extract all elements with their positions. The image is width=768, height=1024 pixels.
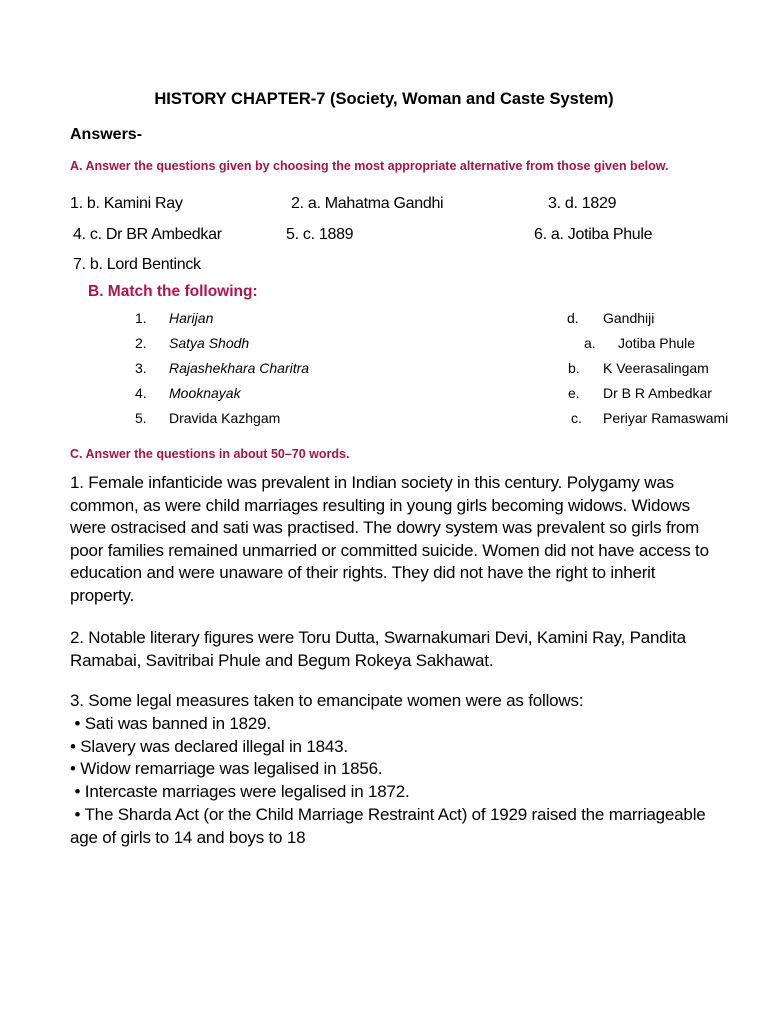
match-left-item: Dravida Kazhgam (169, 410, 281, 426)
match-right-item: Jotiba Phule (618, 335, 696, 351)
section-b-heading: B. Match the following: (88, 283, 258, 300)
match-left-item: Rajashekhara Charitra (169, 360, 310, 376)
answer-a-6: 6. a. Jotiba Phule (534, 226, 653, 243)
match-right-letter: a. (584, 335, 596, 351)
match-left-item: Mooknayak (169, 385, 241, 401)
answer-a-5: 5. c. 1889 (286, 226, 354, 243)
match-left-item: Harijan (169, 310, 214, 326)
answer-a-1: 1. b. Kamini Ray (70, 195, 183, 212)
answer-c-3-bullet: • Slavery was declared illegal in 1843. (70, 737, 348, 756)
section-a-heading: A. Answer the questions given by choosing the most appropriate alternative from those given below. (70, 159, 669, 173)
answer-c-3-bullet: • Intercaste marriages were legalised in 1872. (70, 782, 410, 801)
match-left-item: Satya Shodh (169, 335, 250, 351)
match-right-letter: b. (568, 360, 580, 376)
match-right-item: Dr B R Ambedkar (603, 385, 712, 401)
match-left-number: 4. (135, 385, 147, 401)
answer-a-2: 2. a. Mahatma Gandhi (291, 195, 444, 212)
answer-a-4: 4. c. Dr BR Ambedkar (73, 226, 222, 243)
match-right-letter: d. (567, 310, 579, 326)
page-title: HISTORY CHAPTER-7 (Society, Woman and Caste System) (154, 90, 614, 108)
section-c-heading: C. Answer the questions in about 50–70 words. (70, 447, 350, 461)
answer-a-3: 3. d. 1829 (548, 195, 617, 212)
match-left-number: 5. (135, 410, 147, 426)
match-right-letter: c. (571, 410, 582, 426)
match-left-number: 1. (135, 310, 147, 326)
answer-c-3-bullet: • Sati was banned in 1829. (70, 714, 271, 733)
match-right-item: Periyar Ramaswami (603, 410, 729, 426)
match-left-number: 3. (135, 360, 147, 376)
answer-c-3-bullet: • Widow remarriage was legalised in 1856. (70, 759, 383, 778)
match-right-item: Gandhiji (603, 310, 655, 326)
answer-c-1: 1. Female infanticide was prevalent in Indian society in this century. Polygamy was common, as were child marriages resulting in young girls becoming widows. Widows were ostracised and sati was practised. The dowry system was prevalent so girls from poor families remained unmarried or committed suicide. Women did not have access to education and were unaware of their rights. They did not have the right to inherit property. (70, 473, 709, 605)
answers-heading: Answers- (70, 126, 143, 143)
match-right-item: K Veerasalingam (603, 360, 709, 376)
answer-c-2: 2. Notable literary figures were Toru Dutta, Swarnakumari Devi, Kamini Ray, Pandita Ramabai, Savitribai Phule and Begum Rokeya Sakhawat. (70, 628, 686, 670)
answer-c-3-intro: 3. Some legal measures taken to emancipate women were as follows: (70, 691, 584, 710)
answer-a-7: 7. b. Lord Bentinck (73, 256, 201, 273)
match-right-letter: e. (568, 385, 580, 401)
match-left-number: 2. (135, 335, 147, 351)
answer-c-3-bullet: • The Sharda Act (or the Child Marriage Restraint Act) of 1929 raised the marriageable age of girls to 14 and boys to 18 (70, 805, 711, 847)
